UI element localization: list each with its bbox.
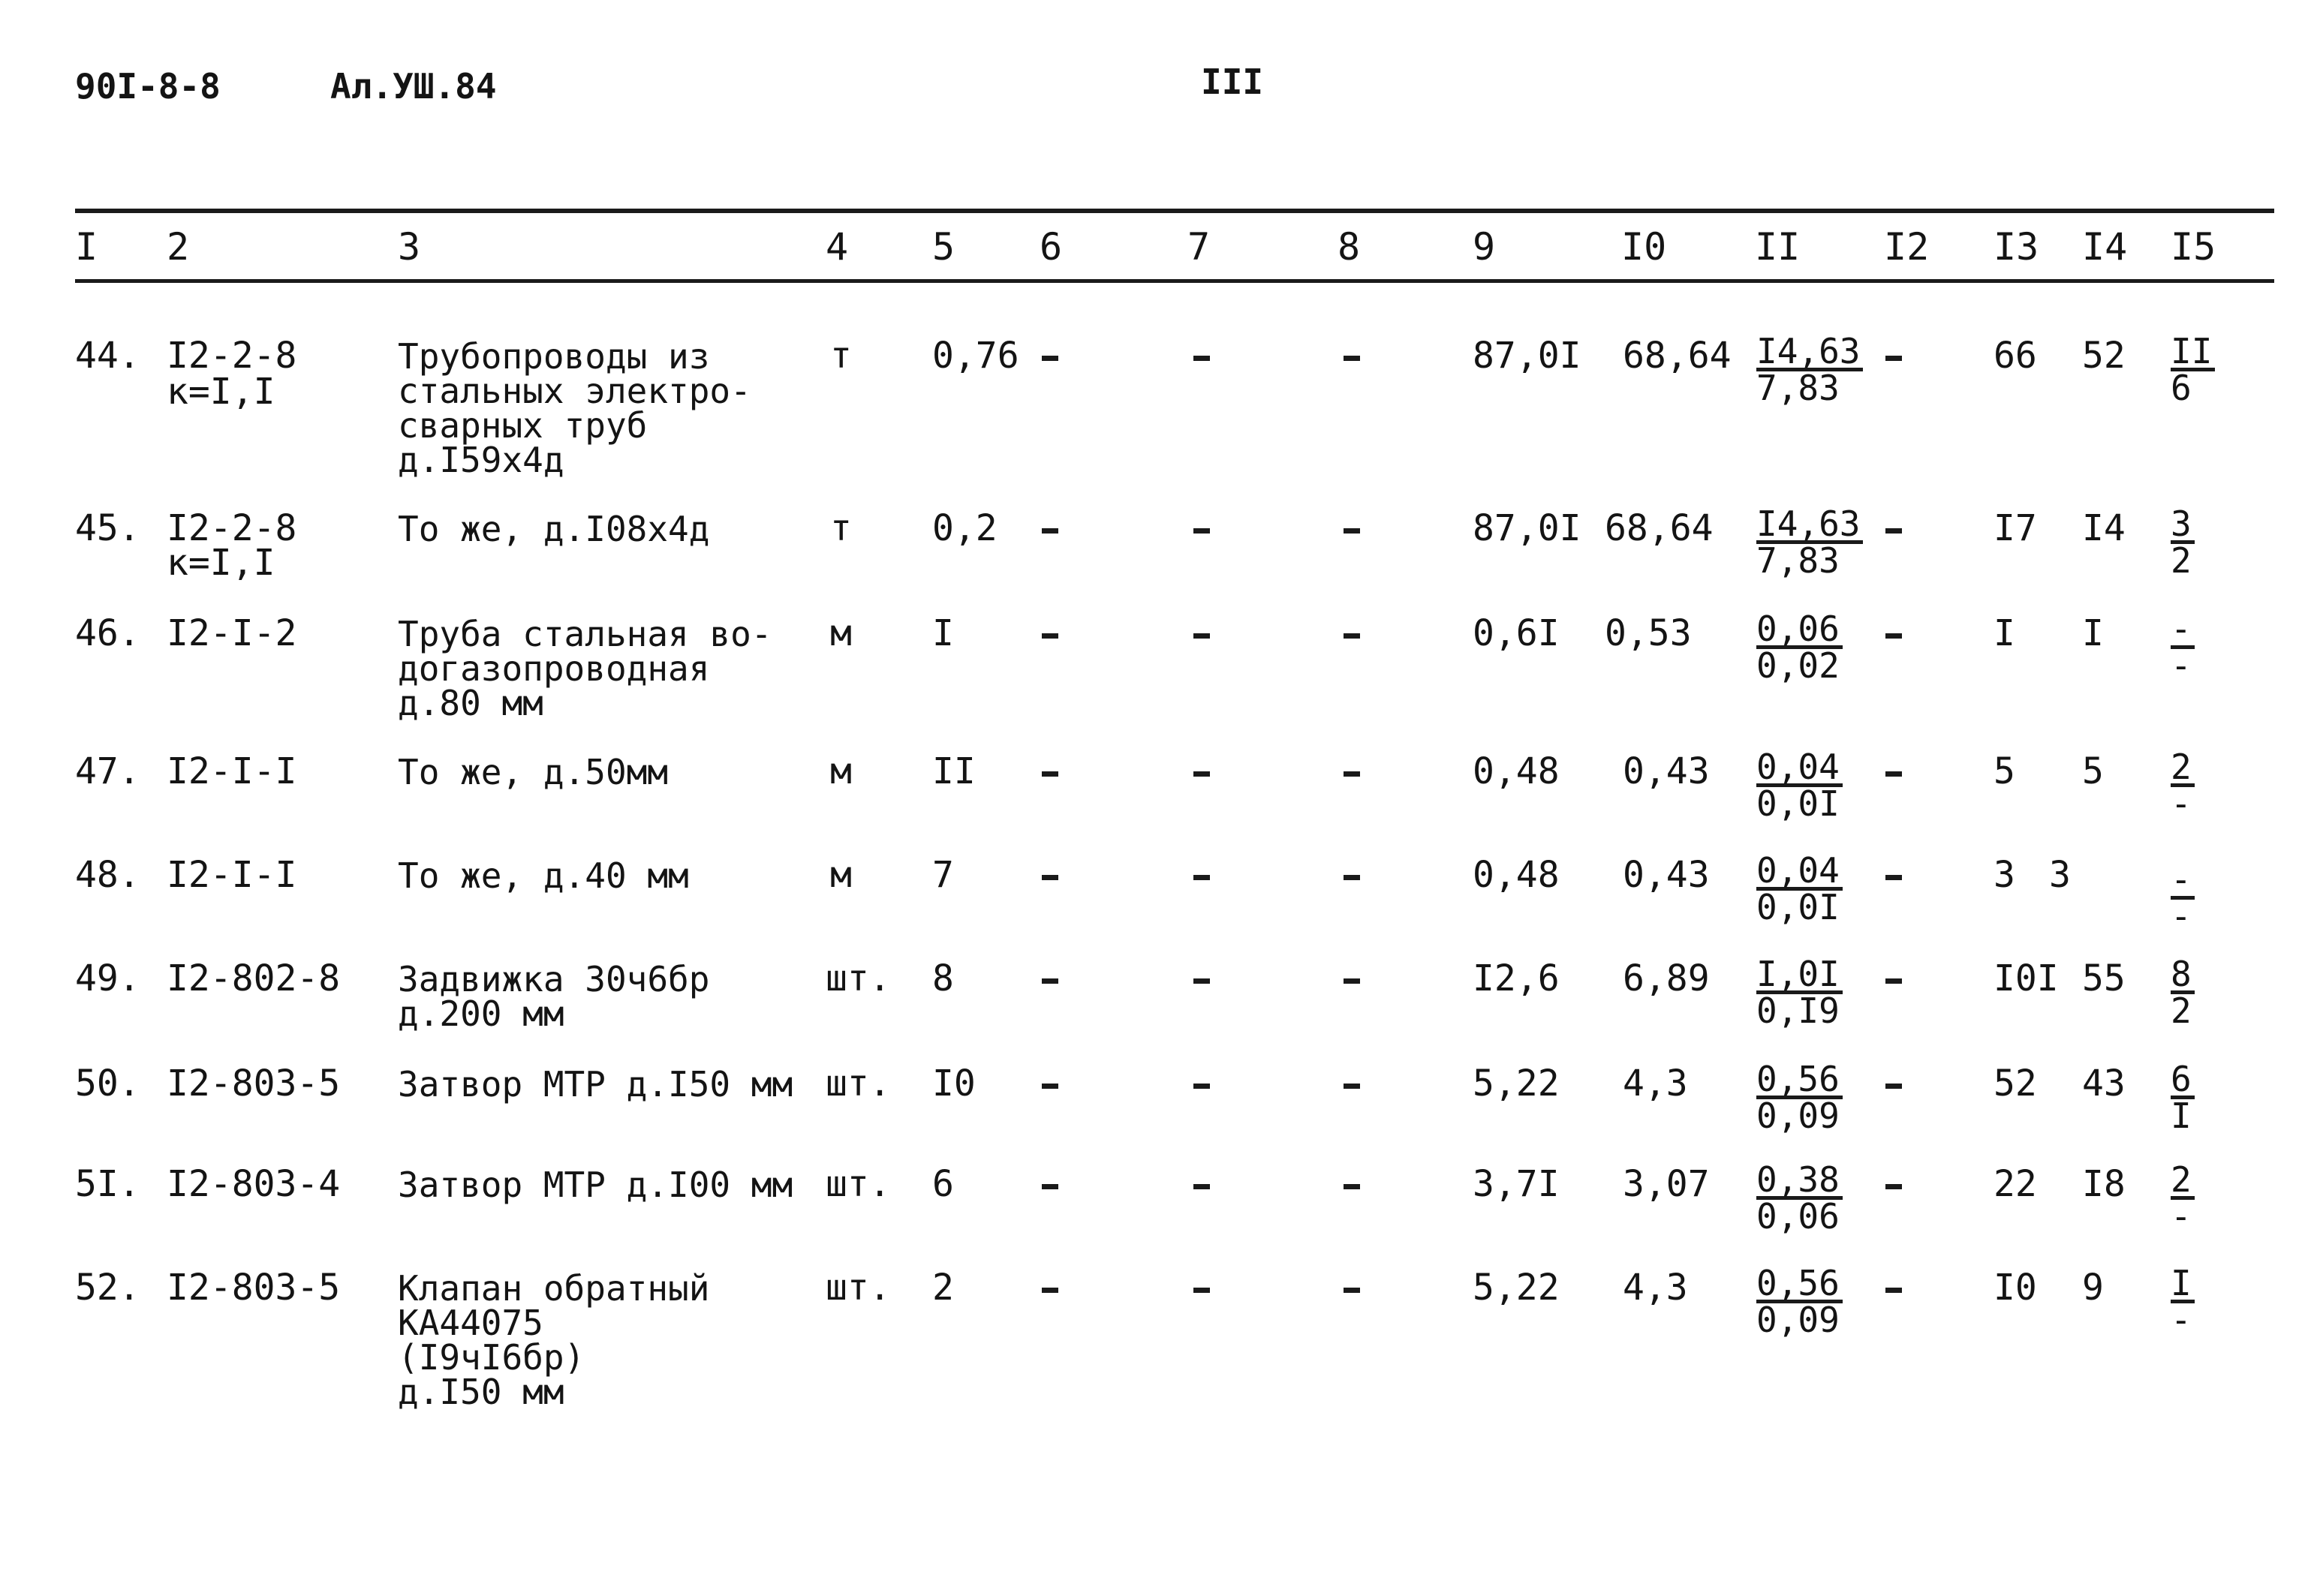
unit: м (830, 854, 852, 896)
value-col10: 6,89 (1623, 957, 1710, 999)
fraction-numerator: I,0I (1756, 957, 1843, 994)
item-name-line: То же, д.40 мм (398, 855, 689, 896)
value-col14: 9 (2082, 1267, 2104, 1309)
dash-col6 (1042, 771, 1058, 777)
dash-col12 (1885, 528, 1902, 534)
unit: т (830, 335, 852, 377)
fraction-denominator: 0,06 (1756, 1196, 1840, 1237)
item-name-line: То же, д.50мм (398, 752, 669, 792)
column-header-6: 6 (1040, 225, 1063, 269)
dash-col6 (1042, 528, 1058, 534)
dash-col8 (1344, 1288, 1360, 1293)
quantity: I (932, 612, 954, 654)
norm-coefficient: к=I,I (167, 542, 275, 584)
column-header-1: I (75, 225, 98, 269)
fraction-denominator: 2 (2171, 540, 2192, 581)
fraction-col15 (2171, 1059, 2195, 1136)
column-header-12: I2 (1884, 225, 1930, 269)
column-header-9: 9 (1473, 225, 1496, 269)
value-col13: 22 (1994, 1163, 2037, 1205)
dash-col8 (1344, 771, 1360, 777)
dash-col8 (1344, 1084, 1360, 1089)
quantity: 0,2 (932, 507, 998, 549)
fraction-col11 (1756, 747, 1843, 824)
dash-col7 (1193, 1084, 1210, 1089)
value-col9: 0,48 (1473, 854, 1560, 896)
item-name-line: Трубопроводы из (398, 336, 710, 377)
table-header-rule (75, 279, 2274, 283)
dash-col8 (1344, 528, 1360, 534)
fraction-numerator: 0,56 (1756, 1062, 1843, 1099)
dash-col8 (1344, 1184, 1360, 1189)
value-col14: 3 (2049, 854, 2071, 896)
fraction-denominator: - (2171, 645, 2192, 686)
album-reference: Ал.УШ.84 (330, 66, 497, 107)
item-name-line: Затвор МТР д.I00 мм (398, 1165, 793, 1205)
item-name-line: Задвижка 30ч6бр (398, 959, 710, 999)
dash-col7 (1193, 771, 1210, 777)
unit: шт. (826, 1163, 891, 1205)
fraction-numerator: 0,04 (1756, 750, 1843, 787)
dash-col8 (1344, 978, 1360, 984)
page-number: III (1201, 62, 1264, 102)
dash-col8 (1344, 356, 1360, 361)
fraction-denominator: 6 (2171, 368, 2192, 408)
value-col9: 0,6I (1473, 612, 1560, 654)
value-col13: I0 (1994, 1267, 2037, 1309)
dash-col7 (1193, 356, 1210, 361)
column-header-11: II (1755, 225, 1801, 269)
dash-col6 (1042, 875, 1058, 880)
dash-col12 (1885, 875, 1902, 880)
dash-col8 (1344, 633, 1360, 639)
fraction-denominator: 0,09 (1756, 1300, 1840, 1340)
fraction-col11 (1756, 1159, 1843, 1237)
quantity: 6 (932, 1163, 954, 1205)
fraction-denominator: 7,83 (1756, 368, 1840, 408)
dash-col6 (1042, 1288, 1058, 1293)
dash-col6 (1042, 1184, 1058, 1189)
column-header-7: 7 (1187, 225, 1211, 269)
value-col9: 0,48 (1473, 750, 1560, 792)
quantity: 8 (932, 957, 954, 999)
norm-code: I2-803-5 (167, 1062, 341, 1105)
dash-col12 (1885, 633, 1902, 639)
item-name-line: стальных электро- (398, 371, 751, 411)
table-top-rule (75, 209, 2274, 213)
fraction-denominator: I (2171, 1096, 2192, 1136)
item-name-line: догазопроводная (398, 648, 710, 689)
fraction-col15 (2171, 503, 2195, 581)
dash-col12 (1885, 771, 1902, 777)
item-name-line: Клапан обратный (398, 1268, 710, 1309)
norm-code: I2-2-8 (167, 507, 297, 549)
quantity: 7 (932, 854, 954, 896)
value-col10: 4,3 (1623, 1267, 1688, 1309)
fraction-col11 (1756, 331, 1863, 408)
value-col13: 5 (1994, 750, 2015, 792)
column-header-15: I5 (2171, 225, 2216, 269)
value-col9: 87,0I (1473, 335, 1581, 377)
fraction-col15 (2171, 954, 2195, 1031)
item-name-line: д.I59х4д (398, 440, 564, 480)
item-name-line: (I9чI6бр) (398, 1337, 585, 1378)
value-col14: 5 (2082, 750, 2104, 792)
value-col9: 5,22 (1473, 1062, 1560, 1105)
fraction-col11 (1756, 503, 1863, 581)
value-col13: I7 (1994, 507, 2037, 549)
fraction-col11 (1756, 954, 1843, 1031)
unit: шт. (826, 957, 891, 999)
fraction-denominator: 7,83 (1756, 540, 1840, 581)
row-number: 50. (75, 1062, 140, 1105)
norm-code: I2-803-4 (167, 1163, 341, 1205)
column-header-3: 3 (398, 225, 421, 269)
row-number: 47. (75, 750, 140, 792)
value-col9: 5,22 (1473, 1267, 1560, 1309)
value-col13: 66 (1994, 335, 2037, 377)
value-col13: 3 (1994, 854, 2015, 896)
dash-col7 (1193, 978, 1210, 984)
norm-code: I2-803-5 (167, 1267, 341, 1309)
column-header-8: 8 (1338, 225, 1361, 269)
dash-col6 (1042, 1084, 1058, 1089)
column-header-14: I4 (2082, 225, 2128, 269)
value-col9: 3,7I (1473, 1163, 1560, 1205)
fraction-denominator: 0,02 (1756, 645, 1840, 686)
item-name-line: То же, д.I08х4д (398, 509, 710, 549)
fraction-denominator: - (2171, 1196, 2192, 1237)
fraction-numerator: 0,04 (1756, 854, 1843, 891)
fraction-col15 (2171, 331, 2215, 408)
fraction-numerator: 6 (2171, 1062, 2195, 1099)
value-col9: 87,0I (1473, 507, 1581, 549)
dash-col7 (1193, 1288, 1210, 1293)
fraction-col11 (1756, 609, 1843, 686)
row-number: 46. (75, 612, 140, 654)
fraction-denominator: - (2171, 1300, 2192, 1340)
unit: шт. (826, 1267, 891, 1309)
dash-col12 (1885, 1084, 1902, 1089)
column-header-2: 2 (167, 225, 190, 269)
norm-code: I2-I-2 (167, 612, 297, 654)
value-col10: 68,64 (1623, 335, 1732, 377)
fraction-numerator: 2 (2171, 1163, 2195, 1200)
row-number: 5I. (75, 1163, 140, 1205)
fraction-numerator: - (2171, 863, 2195, 900)
column-header-5: 5 (932, 225, 955, 269)
dash-col6 (1042, 978, 1058, 984)
dash-col12 (1885, 1184, 1902, 1189)
dash-col6 (1042, 356, 1058, 361)
item-name-line: КА44075 (398, 1303, 543, 1343)
fraction-denominator: 0,0I (1756, 783, 1840, 824)
dash-col8 (1344, 875, 1360, 880)
quantity: 2 (932, 1267, 954, 1309)
fraction-numerator: 0,06 (1756, 612, 1843, 649)
fraction-col15 (2171, 859, 2195, 936)
document-code: 90I-8-8 (75, 66, 221, 107)
value-col10: 0,43 (1623, 854, 1710, 896)
dash-col12 (1885, 356, 1902, 361)
fraction-col15 (2171, 747, 2195, 824)
dash-col7 (1193, 875, 1210, 880)
value-col14: 43 (2082, 1062, 2126, 1105)
value-col10: 0,43 (1623, 750, 1710, 792)
value-col14: I4 (2082, 507, 2126, 549)
quantity: 0,76 (932, 335, 1019, 377)
fraction-col15 (2171, 1263, 2195, 1340)
fraction-col15 (2171, 1159, 2195, 1237)
norm-code: I2-802-8 (167, 957, 341, 999)
fraction-numerator: 0,38 (1756, 1163, 1843, 1200)
fraction-col11 (1756, 1263, 1843, 1340)
fraction-numerator: I4,63 (1756, 507, 1863, 544)
column-header-4: 4 (826, 225, 849, 269)
value-col14: 52 (2082, 335, 2126, 377)
dash-col12 (1885, 1288, 1902, 1293)
unit: м (830, 612, 852, 654)
quantity: I0 (932, 1062, 976, 1105)
quantity: II (932, 750, 976, 792)
fraction-col11 (1756, 850, 1843, 927)
unit: шт. (826, 1062, 891, 1105)
dash-col7 (1193, 528, 1210, 534)
value-col10: 0,53 (1605, 612, 1692, 654)
fraction-denominator: 0,I9 (1756, 990, 1840, 1031)
value-col13: I0I (1994, 957, 2059, 999)
row-number: 49. (75, 957, 140, 999)
fraction-denominator: - (2171, 896, 2192, 936)
fraction-denominator: 2 (2171, 990, 2192, 1031)
fraction-numerator: 0,56 (1756, 1267, 1843, 1303)
item-name-line: Затвор МТР д.I50 мм (398, 1064, 793, 1105)
fraction-denominator: - (2171, 783, 2192, 824)
norm-code: I2-I-I (167, 750, 297, 792)
dash-col7 (1193, 633, 1210, 639)
row-number: 44. (75, 335, 140, 377)
value-col14: I8 (2082, 1163, 2126, 1205)
fraction-numerator: II (2171, 335, 2215, 371)
dash-col6 (1042, 633, 1058, 639)
item-name-line: д.200 мм (398, 993, 564, 1034)
value-col14: I (2082, 612, 2104, 654)
norm-code: I2-I-I (167, 854, 297, 896)
value-col10: 4,3 (1623, 1062, 1688, 1105)
column-header-10: I0 (1621, 225, 1667, 269)
row-number: 48. (75, 854, 140, 896)
unit: м (830, 750, 852, 792)
fraction-numerator: I (2171, 1267, 2195, 1303)
fraction-numerator: 3 (2171, 507, 2195, 544)
norm-coefficient: к=I,I (167, 371, 275, 413)
item-name-line: д.I50 мм (398, 1372, 564, 1412)
fraction-col15 (2171, 609, 2195, 686)
value-col13: 52 (1994, 1062, 2037, 1105)
value-col13: I (1994, 612, 2015, 654)
fraction-numerator: I4,63 (1756, 335, 1863, 371)
fraction-denominator: 0,09 (1756, 1096, 1840, 1136)
value-col10: 3,07 (1623, 1163, 1710, 1205)
fraction-numerator: - (2171, 612, 2195, 649)
fraction-denominator: 0,0I (1756, 887, 1840, 927)
fraction-numerator: 2 (2171, 750, 2195, 787)
dash-col7 (1193, 1184, 1210, 1189)
value-col14: 55 (2082, 957, 2126, 999)
norm-code: I2-2-8 (167, 335, 297, 377)
item-name-line: д.80 мм (398, 683, 543, 723)
fraction-numerator: 8 (2171, 957, 2195, 994)
fraction-col11 (1756, 1059, 1843, 1136)
row-number: 45. (75, 507, 140, 549)
column-header-13: I3 (1994, 225, 2039, 269)
row-number: 52. (75, 1267, 140, 1309)
unit: т (830, 507, 852, 549)
value-col10: 68,64 (1605, 507, 1714, 549)
dash-col12 (1885, 978, 1902, 984)
value-col9: I2,6 (1473, 957, 1560, 999)
item-name-line: сварных труб (398, 405, 648, 446)
item-name-line: Труба стальная во- (398, 614, 772, 654)
